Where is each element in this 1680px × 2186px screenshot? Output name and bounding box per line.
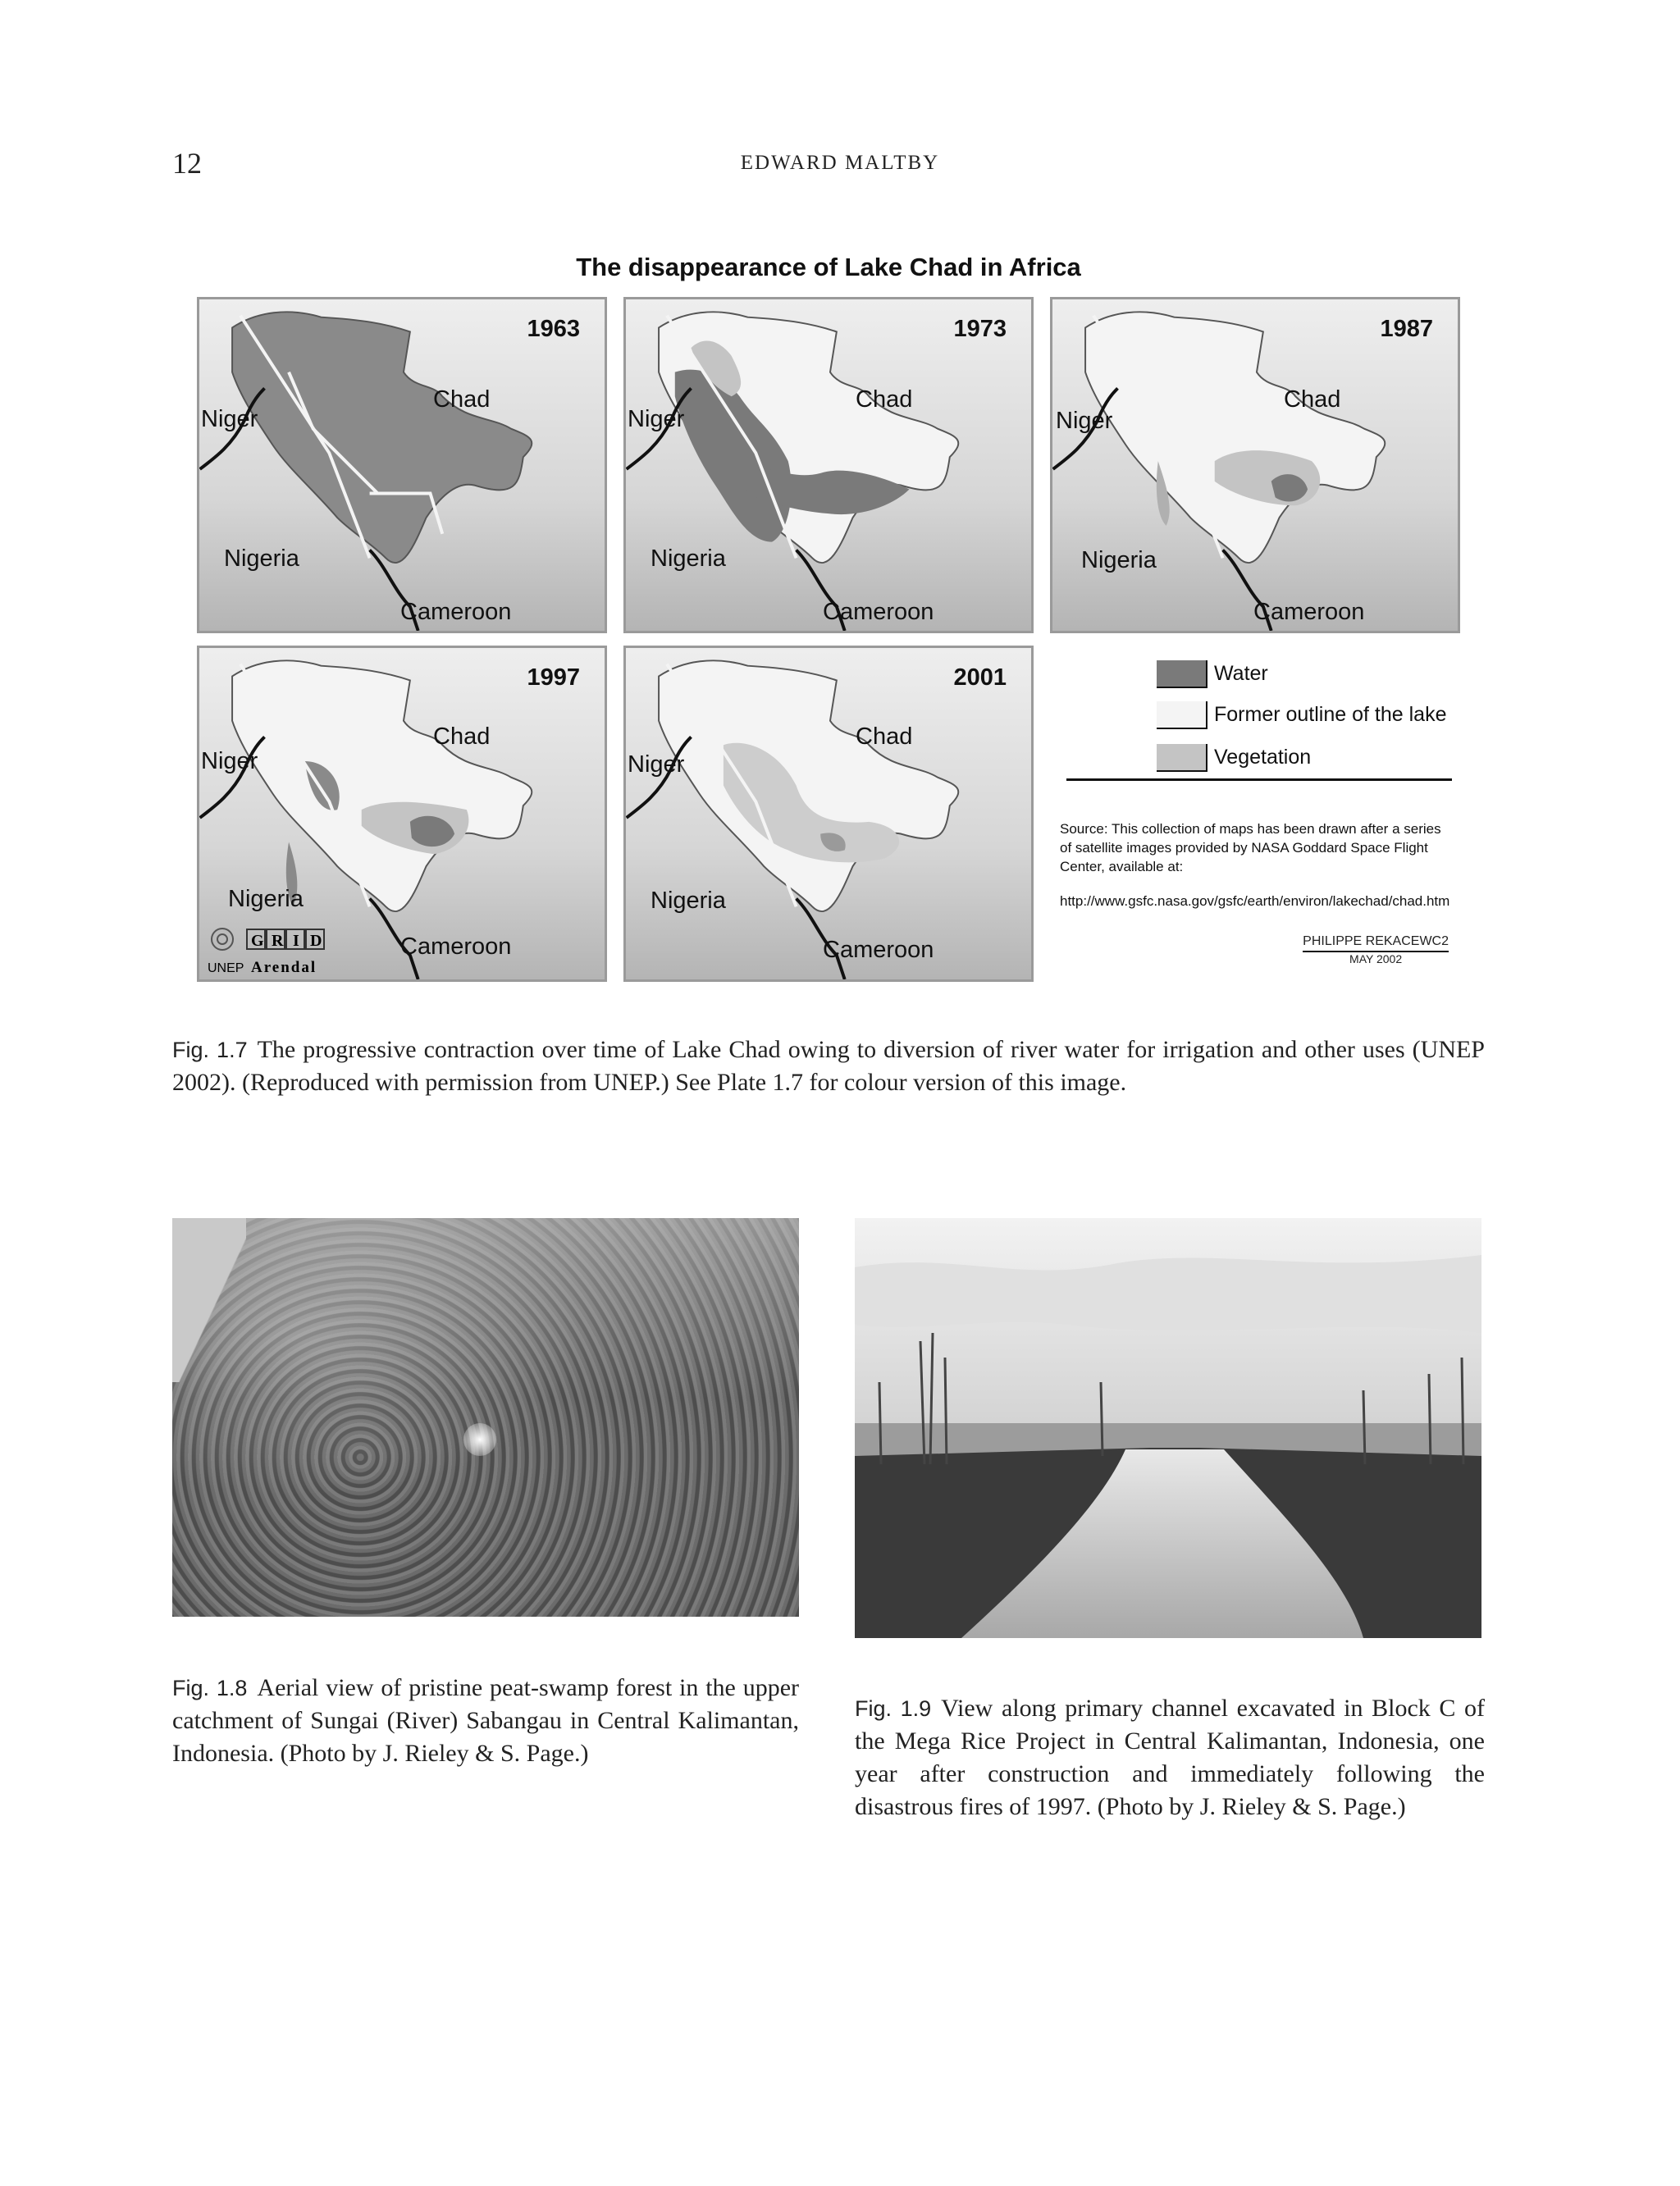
niger-label: Niger: [201, 748, 258, 774]
niger-label: Niger: [1056, 408, 1113, 434]
chad-label: Chad: [433, 723, 491, 750]
source-url: http://www.gsfc.nasa.gov/gsfc/earth/environ/lakechad/chad.htm: [1060, 893, 1450, 909]
unep-grid-arendal-logo: [206, 923, 329, 980]
lake-map-1987: [1052, 299, 1458, 631]
niger-label: Niger: [628, 751, 685, 778]
map-panel-1997: [197, 646, 607, 982]
map-panel-2001: [623, 646, 1034, 982]
nigeria-label: Nigeria: [1081, 547, 1157, 573]
caption-text: The progressive contraction over time of Lake Chad owing to diversion of river water for irrigation and other uses (UNEP 2002). (Reproduced with permission from UNEP.) See Plate 1.7 for colour version of this image.: [172, 1036, 1485, 1096]
cameroon-label: Cameroon: [823, 937, 934, 963]
page-number: 12: [172, 147, 202, 180]
svg-text:D: D: [310, 932, 322, 950]
cameroon-label: Cameroon: [400, 599, 512, 625]
year-label: 1963: [527, 316, 580, 342]
sun-glare: [463, 1423, 496, 1456]
map-credit: [1303, 934, 1449, 965]
year-label: 1987: [1380, 316, 1433, 342]
chad-label: Chad: [856, 386, 913, 413]
chad-label: Chad: [1284, 386, 1341, 413]
figure-1-8-caption: [172, 1672, 799, 1770]
figure-title: The disappearance of Lake Chad in Africa: [576, 253, 1081, 281]
legend-label: Former outline of the lake: [1214, 703, 1447, 726]
map-panel-1987: [1050, 297, 1460, 633]
source-note: Source: This collection of maps has been drawn after a series of satellite images provided by NASA Goddard Space Flight Center, available at:: [1060, 821, 1441, 874]
lake-map-1973: [626, 299, 1031, 631]
running-head: EDWARD MALTBY: [740, 152, 940, 174]
year-label: 2001: [953, 664, 1007, 691]
legend-label: Vegetation: [1214, 746, 1312, 769]
figure-1-9-caption: [855, 1692, 1485, 1823]
lake-map-2001: [626, 648, 1031, 979]
map-panel-1963: [197, 297, 607, 633]
caption-text: View along primary channel excavated in Block C of the Mega Rice Project in Central Kalimantan, Indonesia, one year after construction and immediately following the disastrous fires of 1997. (Photo by J. Rieley & S. Page.): [855, 1695, 1486, 1820]
year-label: 1973: [953, 316, 1007, 342]
map-panel-1973: [623, 297, 1034, 633]
svg-text:R: R: [272, 932, 284, 950]
aerial-peat-swamp-photo: [172, 1218, 799, 1617]
nigeria-label: Nigeria: [651, 545, 726, 572]
figure-1-7-caption: [172, 1034, 1485, 1099]
svg-text:I: I: [293, 932, 299, 950]
vegetation-swatch: [1157, 744, 1208, 772]
lake-chad-map-grid: [197, 297, 1460, 983]
figure-label: Fig. 1.7: [172, 1038, 248, 1062]
channel-scene: [855, 1218, 1481, 1638]
aircraft-wing: [172, 1218, 246, 1382]
water-swatch: [1157, 660, 1208, 688]
map-legend-panel: [1050, 646, 1460, 982]
figure-label: Fig. 1.8: [172, 1676, 248, 1700]
cameroon-label: Cameroon: [1253, 599, 1365, 625]
credit-date: MAY 2002: [1349, 952, 1403, 965]
cameroon-label: Cameroon: [400, 933, 512, 960]
legend-divider: [1066, 778, 1452, 781]
svg-text:UNEP: UNEP: [208, 961, 244, 975]
caption-text: Aerial view of pristine peat-swamp forest in the upper catchment of Sungai (River) Sabangau in Central Kalimantan, Indonesia. (Photo by J. Rieley & S. Page.): [172, 1674, 800, 1767]
photo-haze: [172, 1218, 799, 1398]
nigeria-label: Nigeria: [228, 886, 304, 912]
lake-map-1963: [199, 299, 605, 631]
nigeria-label: Nigeria: [651, 888, 726, 914]
former-outline-swatch: [1157, 701, 1208, 729]
figure-label: Fig. 1.9: [855, 1696, 932, 1721]
svg-text:Arendal: Arendal: [251, 959, 317, 976]
legend-label: Water: [1214, 662, 1268, 685]
niger-label: Niger: [628, 406, 685, 432]
author-name: PHILIPPE REKACEWC2: [1303, 934, 1449, 952]
chad-label: Chad: [856, 723, 913, 750]
nigeria-label: Nigeria: [224, 545, 299, 572]
niger-label: Niger: [201, 406, 258, 432]
cameroon-label: Cameroon: [823, 599, 934, 625]
channel-photo: [855, 1218, 1481, 1638]
svg-text:G: G: [251, 932, 264, 950]
chad-label: Chad: [433, 386, 491, 413]
year-label: 1997: [527, 664, 580, 691]
